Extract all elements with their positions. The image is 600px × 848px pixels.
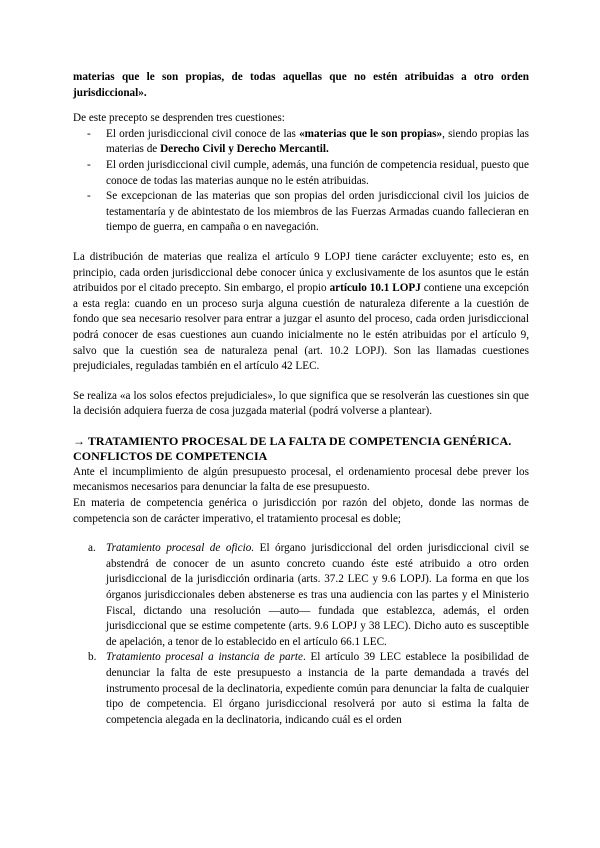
body-paragraph: Ante el incumplimiento de algún presupuesto procesal, el ordenamiento procesal debe prever los mecanismos necesarios para denunciar la falta de ese presupuesto.	[73, 465, 529, 494]
lead-paragraph: De este precepto se desprenden tres cuestiones:	[73, 112, 285, 125]
dash-marker: -	[87, 158, 91, 171]
list-item: - Se excepcionan de las materias que son propias del orden jurisdiccional civil los juicios de testamentaría y de abintestato de los miembros de las Fuerzas Armadas cuando fallecieran en tiempo de guerra, en campaña o en navegación.	[87, 190, 529, 234]
emphasis: Derecho Civil y Derecho Mercantil.	[160, 143, 329, 156]
list-item: a. Tratamiento procesal de oficio. El órgano jurisdiccional del orden jurisdiccional civil se abstendrá de conocer de un asunto concreto cuando éste esté atribuido a otro orden jurisdiccional de la jurisdicción ordinaria (arts. 37.2 LEC y 9.6 LOPJ). La forma en que los órganos jurisdiccionales deben abstenerse es tras una audiencia con las partes y el Ministerio Fiscal, dictando una resolución —auto— fundada que establezca, además, el orden jurisdiccional que se estime competente (arts. 9.6 LOPJ y 38 LEC). Dicho auto es susceptible de apelación, a tenor de lo establecido en el artículo 66.1 LEC.	[88, 542, 529, 648]
alpha-marker: b.	[88, 651, 97, 664]
body-paragraph: Se realiza «a los solos efectos prejudiciales», lo que significa que se resolverán las cuestiones sin que la decisión adquiera fuerza de cosa juzgada material (podrá volverse a plantear).	[73, 389, 529, 418]
body-paragraph: En materia de competencia genérica o jurisdicción por razón del objeto, donde las normas de competencia son de carácter imperativo, el tratamiento procesal es doble;	[73, 497, 529, 525]
dash-marker: -	[87, 127, 91, 140]
item-title: Tratamiento procesal a instancia de parte	[106, 651, 303, 664]
list-item: - El orden jurisdiccional civil cumple, además, una función de competencia residual, puesto que conoce de todas las materias aunque no le estén atribuidas.	[87, 158, 529, 187]
document-body	[73, 70, 529, 728]
emphasis: artículo 10.1 LOPJ	[329, 282, 421, 295]
list-item: - El orden jurisdiccional civil conoce de las «materias que le son propias», siendo propias las materias de Derecho Civil y Derecho Mercantil.	[87, 127, 529, 156]
emphasis: «materias que le son propias»	[299, 127, 443, 140]
list-item: b. Tratamiento procesal a instancia de parte. El artículo 39 LEC establece la posibilidad de denunciar la falta de este presupuesto a instancia de la parte demandada a través del instrumento procesal de la declinatoria, expediente común para denunciar la falta de cualquier tipo de competencia. El órgano jurisdiccional resolverá por auto si estima la falta de competencia alegada en la declinatoria, indicando cuál es el orden	[88, 651, 529, 726]
dash-marker: -	[87, 190, 91, 203]
alpha-list	[73, 541, 529, 728]
section-heading: → TRATAMIENTO PROCESAL DE LA FALTA DE COMPETENCIA GENÉRICA. CONFLICTOS DE COMPETENCIA	[73, 433, 512, 464]
alpha-marker: a.	[88, 542, 96, 555]
dash-list	[73, 127, 529, 236]
item-title: Tratamiento procesal de oficio.	[106, 542, 255, 555]
body-paragraph: La distribución de materias que realiza el artículo 9 LOPJ tiene carácter excluyente; esto es, en principio, cada orden jurisdiccional debe conocer única y exclusivamente de los asuntos que le están atribuidos por el citado precepto. Sin embargo, el propio artículo 10.1 LOPJ contiene una excepción a esta regla: cuando en un proceso surja alguna cuestión de naturaleza diferente a la cuestión de fondo que sea necesario resolver para entrar a juzgar el asunto del proceso, cada orden jurisdiccional podrá conocer de esas cuestiones aun cuando inicialmente no le estén atribuidas por el artículo 9, salvo que la cuestión sea de naturaleza penal (art. 10.2 LOPJ). Son las llamadas cuestiones prejudiciales, reguladas también en el artículo 42 LEC.	[73, 250, 529, 373]
intro-quote: materias que le son propias, de todas aquellas que no estén atribuidas a otro orden jurisdiccional».	[73, 71, 529, 99]
